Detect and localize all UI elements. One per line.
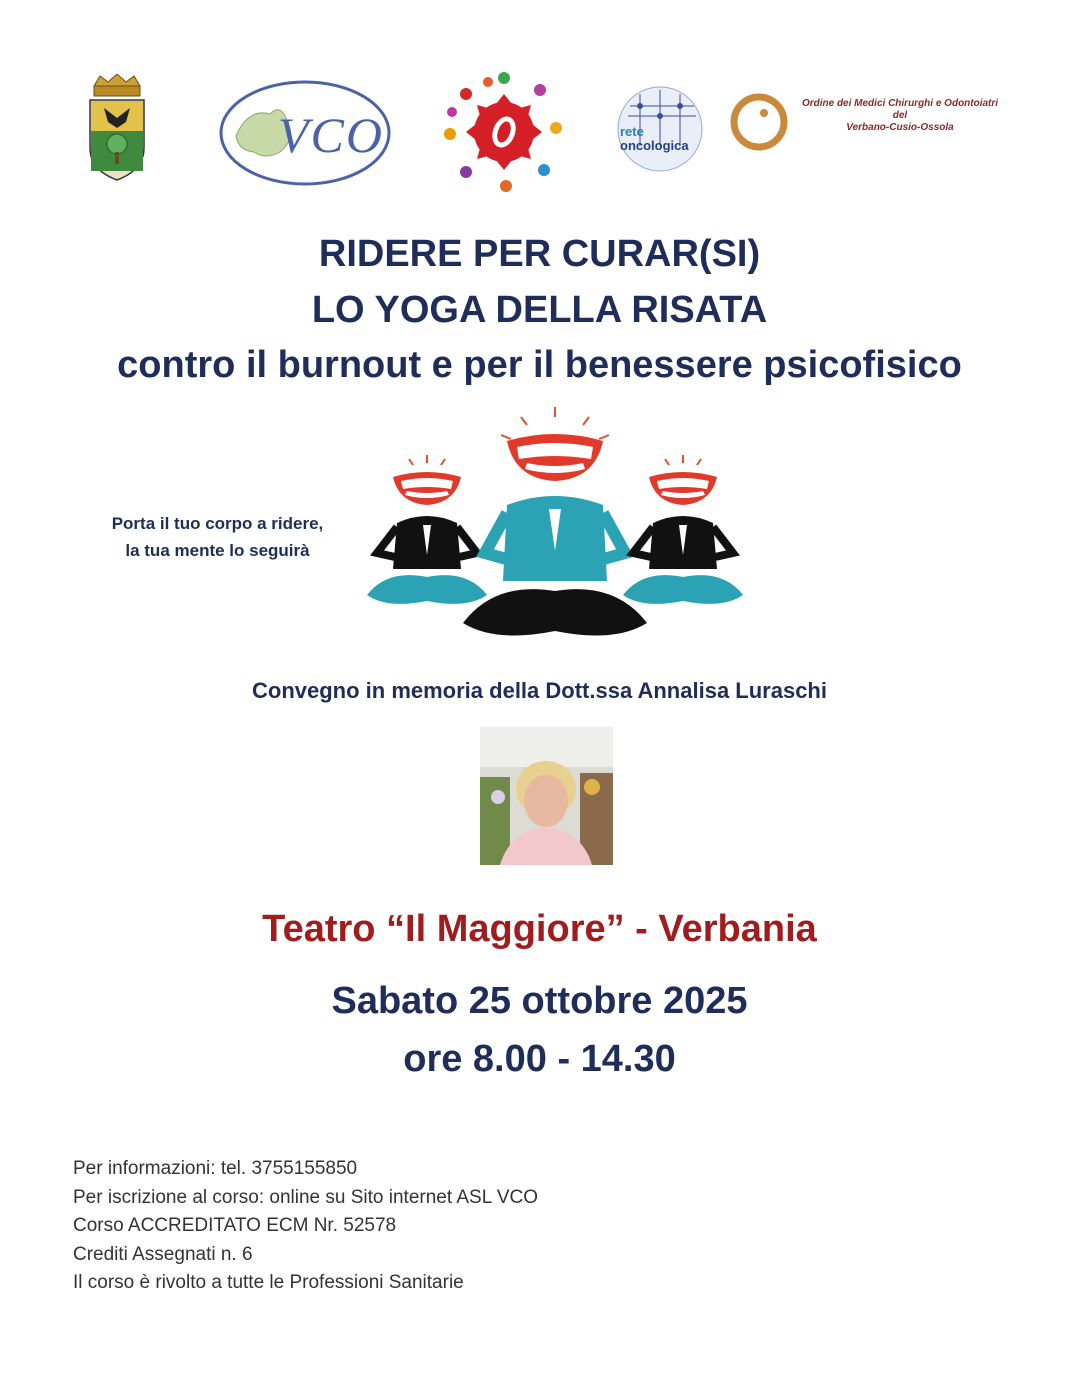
asl-vco-logo — [218, 78, 393, 188]
info-block — [73, 1155, 538, 1298]
title-line-3: contro il burnout e per il benessere psicofisico — [117, 344, 962, 386]
ordine-medici-text — [795, 98, 1005, 134]
event-time: ore 8.00 - 14.30 — [403, 1038, 676, 1080]
ordine-line-2: del — [892, 110, 908, 121]
motto-line-2: la tua mente lo seguirà — [125, 541, 310, 560]
info-line: Il corso è rivolto a tutte le Professioni Sanitarie — [73, 1272, 464, 1293]
info-line: Per iscrizione al corso: online su Sito internet ASL VCO — [73, 1186, 539, 1208]
title-line-1: RIDERE PER CURAR(SI) — [318, 233, 761, 275]
ordine-medici-logo — [730, 93, 788, 151]
vco-logo-text: VCO — [278, 107, 384, 163]
coat-of-arms-logo — [86, 74, 148, 182]
venue: Teatro “Il Maggiore” - Verbania — [262, 908, 817, 950]
memorial-line: Convegno in memoria della Dott.ssa Annalisa Luraschi — [252, 678, 827, 703]
rete-logo-text-2: oncologica — [620, 138, 689, 153]
rete-oncologica-logo — [610, 86, 710, 172]
info-line: Per informazioni: tel. 3755155850 — [73, 1158, 358, 1179]
motto — [70, 510, 365, 564]
motto-line-1: Porta il tuo corpo a ridere, — [111, 514, 324, 533]
sun-circle-logo — [440, 70, 570, 195]
ordine-line-3: Verbano-Cusio-Ossola — [846, 122, 954, 133]
info-line: Crediti Assegnati n. 6 — [73, 1243, 253, 1265]
laughter-yoga-illustration — [365, 405, 745, 645]
portrait-photo — [480, 727, 613, 865]
ordine-line-1: Ordine dei Medici Chirurghi e Odontoiatri — [801, 98, 999, 109]
info-line: Corso ACCREDITATO ECM Nr. 52578 — [73, 1215, 397, 1236]
title-line-2: LO YOGA DELLA RISATA — [311, 289, 768, 331]
event-date: Sabato 25 ottobre 2025 — [331, 980, 748, 1022]
rete-logo-text-1: rete — [620, 124, 644, 139]
